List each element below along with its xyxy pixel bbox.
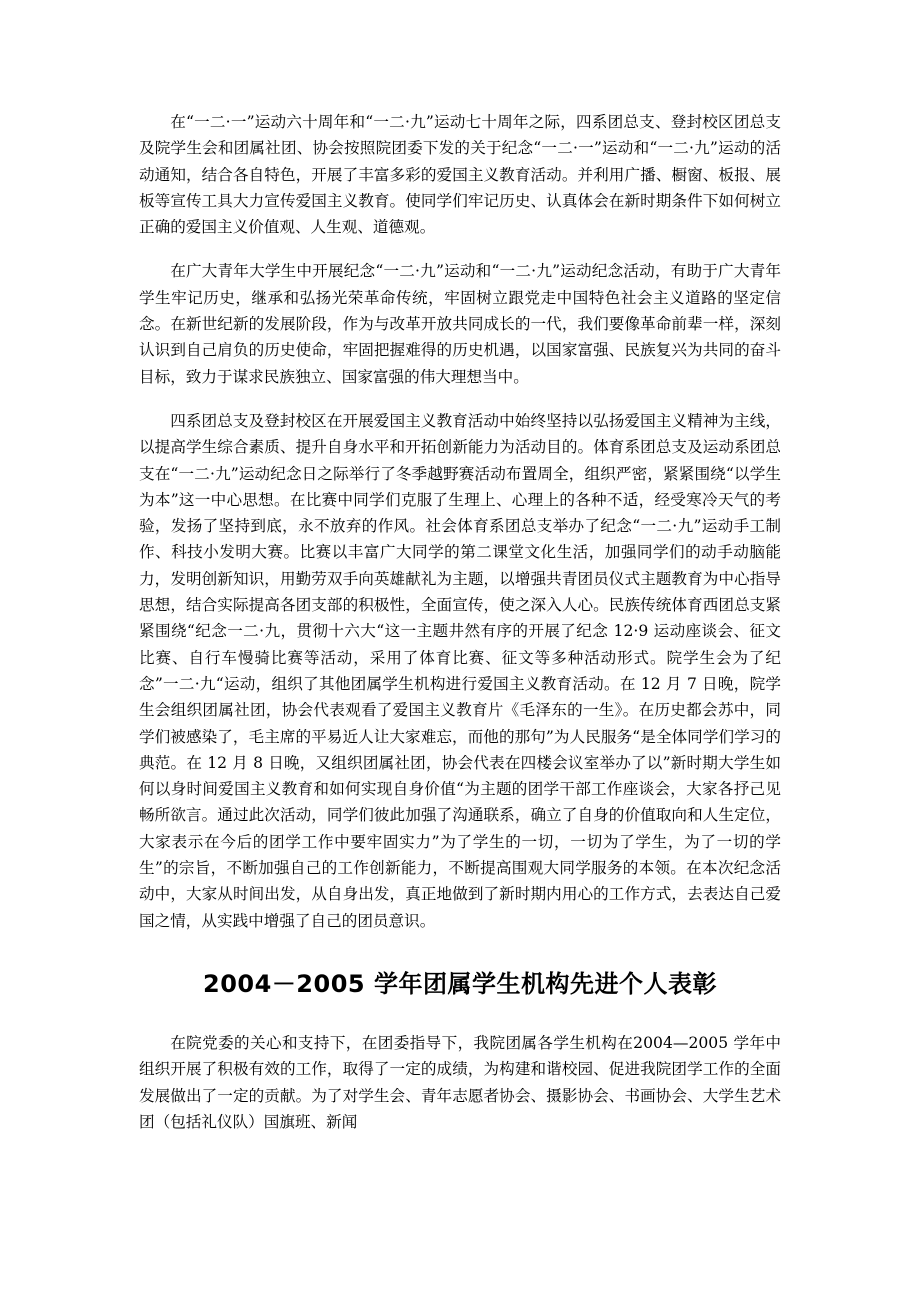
- section-heading: 2004－2005 学年团属学生机构先进个人表彰: [203, 969, 717, 998]
- body-paragraph-1: 在“一二·一”运动六十周年和“一二·九”运动七十周年之际，四系团总支、登封校区团总支及院学生会和团属社团、协会按照院团委下发的关于纪念“一二·一”运动和“一二·九”运动的活动通知，结合各自特色，开展了丰富多彩的爱国主义教育活动。并利用广播、橱窗、板报、展板等宣传工具大力宣传爱国主义教育。使同学们牢记历史、认真体会在新时期条件下如何树立正确的爱国主义价值观、人生观、道德观。: [139, 113, 781, 237]
- document-page: [139, 109, 781, 1135]
- body-paragraph-2: 在广大青年大学生中开展纪念“一二·九”运动和“一二·九”运动纪念活动，有助于广大青年学生牢记历史，继承和弘扬光荣革命传统，牢固树立跟党走中国特色社会主义道路的坚定信念。在新世纪新的发展阶段，作为与改革开放共同成长的一代，我们要像革命前辈一样，深刻认识到自己肩负的历史使命，牢固把握难得的历史机遇，以国家富强、民族复兴为共同的奋斗目标，致力于谋求民族独立、国家富强的伟大理想当中。: [139, 262, 781, 386]
- body-paragraph-3: 四系团总支及登封校区在开展爱国主义教育活动中始终坚持以弘扬爱国主义精神为主线，以提高学生综合素质、提升自身水平和开拓创新能力为活动目的。体育系团总支及运动系团总支在“一二·九”运动纪念日之际举行了冬季越野赛活动布置周全，组织严密，紧紧围绕“以学生为本”这一中心思想。在比赛中同学们克服了生理上、心理上的各种不适，经受寒冷天气的考验，发扬了坚持到底，永不放弃的作风。社会体育系团总支举办了纪念“一二·九”运动手工制作、科技小发明大赛。比赛以丰富广大同学的第二课堂文化生活，加强同学们的动手动脑能力，发明创新知识，用勤劳双手向英雄献礼为主题，以增强共青团员仪式主题教育为中心指导思想，结合实际提高各团支部的积极性，全面宣传，使之深入人心。民族传统体育西团总支紧紧围绕“纪念一二·九，贯彻十六大“这一主题井然有序的开展了纪念 12·9 运动座谈会、征文比赛、自行车慢骑比赛等活动，采用了体育比赛、征文等多种活动形式。院学生会为了纪念”一二·九“运动，组织了其他团属学生机构进行爱国主义教育活动。在 12 月 7 日晚，院学生会组织团属社团，协会代表观看了爱国主义教育片《毛泽东的一生》。在历史都会苏中，同学们被感染了，毛主席的平易近人让大家难忘，而他的那句”为人民服务“是全体同学们学习的典范。在 12 月 8 日晚，又组织团属社团，协会代表在四楼会议室举办了以”新时期大学生如何以身时间爱国主义教育和如何实现自身价值“为主题的团学干部工作座谈会，大家各抒己见畅所欲言。通过此次活动，同学们彼此加强了沟通联系，确立了自身的价值取向和人生定位，大家表示在今后的团学工作中要牢固实力”为了学生的一切，一切为了学生，为了一切的学生”的宗旨，不断加强自己的工作创新能力，不断提高围观大同学服务的本领。在本次纪念活动中，大家从时间出发，从自身出发，真正地做到了新时期内用心的工作方式，去表达自己爱国之情，从实践中增强了自己的团员意识。: [139, 411, 781, 930]
- closing-paragraph: 在院党委的关心和支持下，在团委指导下，我院团属各学生机构在2004—2005 学年中组织开展了积极有效的工作，取得了一定的成绩，为构建和谐校园、促进我院团学工作的全面发展做出了一定的贡献。为了对学生会、青年志愿者协会、摄影协会、书画协会、大学生艺术团（包括礼仪队）国旗班、新闻: [139, 1033, 781, 1131]
